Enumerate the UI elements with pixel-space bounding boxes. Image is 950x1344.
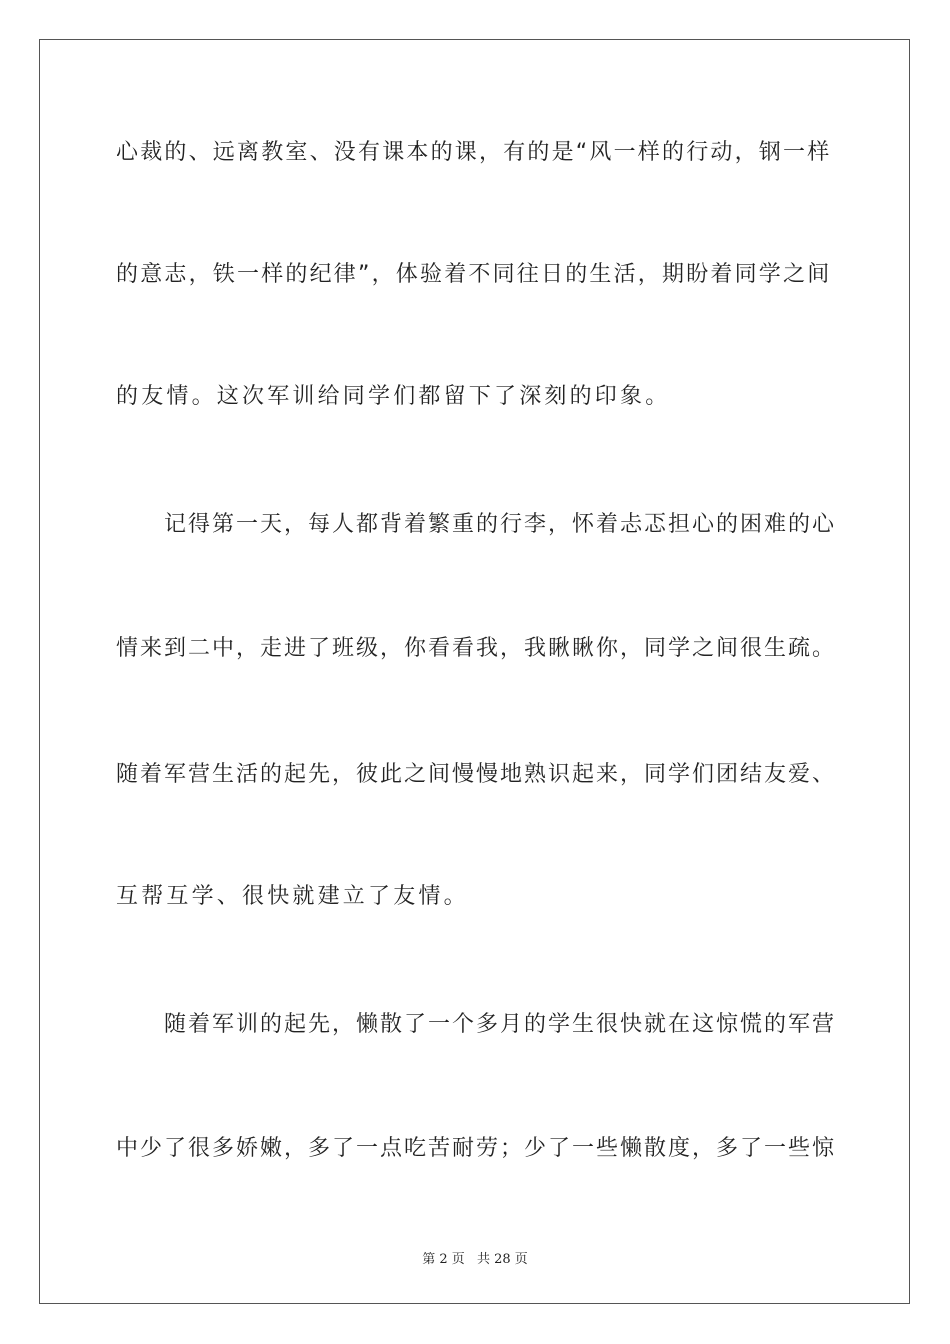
text-line: 情来到二中，走进了班级，你看看我，我瞅瞅你，同学之间很生疏。: [116, 636, 837, 661]
paragraph-start-line: 记得第一天，每人都背着繁重的行李，怀着忐忑担心的困难的心: [164, 512, 837, 537]
text-line: 互帮互学、很快就建立了友情。: [116, 884, 469, 909]
text-line: 中少了很多娇嫩，多了一点吃苦耐劳；少了一些懒散度，多了一些惊: [116, 1136, 837, 1161]
text-line: 的意志，铁一样的纪律”，体验着不同往日的生活，期盼着同学之间: [116, 262, 832, 287]
text-line: 心裁的、远离教室、没有课本的课，有的是“风一样的行动，钢一样: [116, 140, 832, 165]
page-border: [39, 39, 910, 1304]
text-line: 随着军营生活的起先，彼此之间慢慢地熟识起来，同学们团结友爱、: [116, 762, 837, 787]
page-total: 共 28 页: [476, 1252, 528, 1267]
paragraph-start-line: 随着军训的起先，懒散了一个多月的学生很快就在这惊慌的军营: [164, 1012, 837, 1037]
page-footer: [0, 1248, 950, 1267]
text-line: 的友情。这次军训给同学们都留下了深刻的印象。: [116, 384, 671, 409]
page-number: 第 2 页: [422, 1252, 465, 1267]
